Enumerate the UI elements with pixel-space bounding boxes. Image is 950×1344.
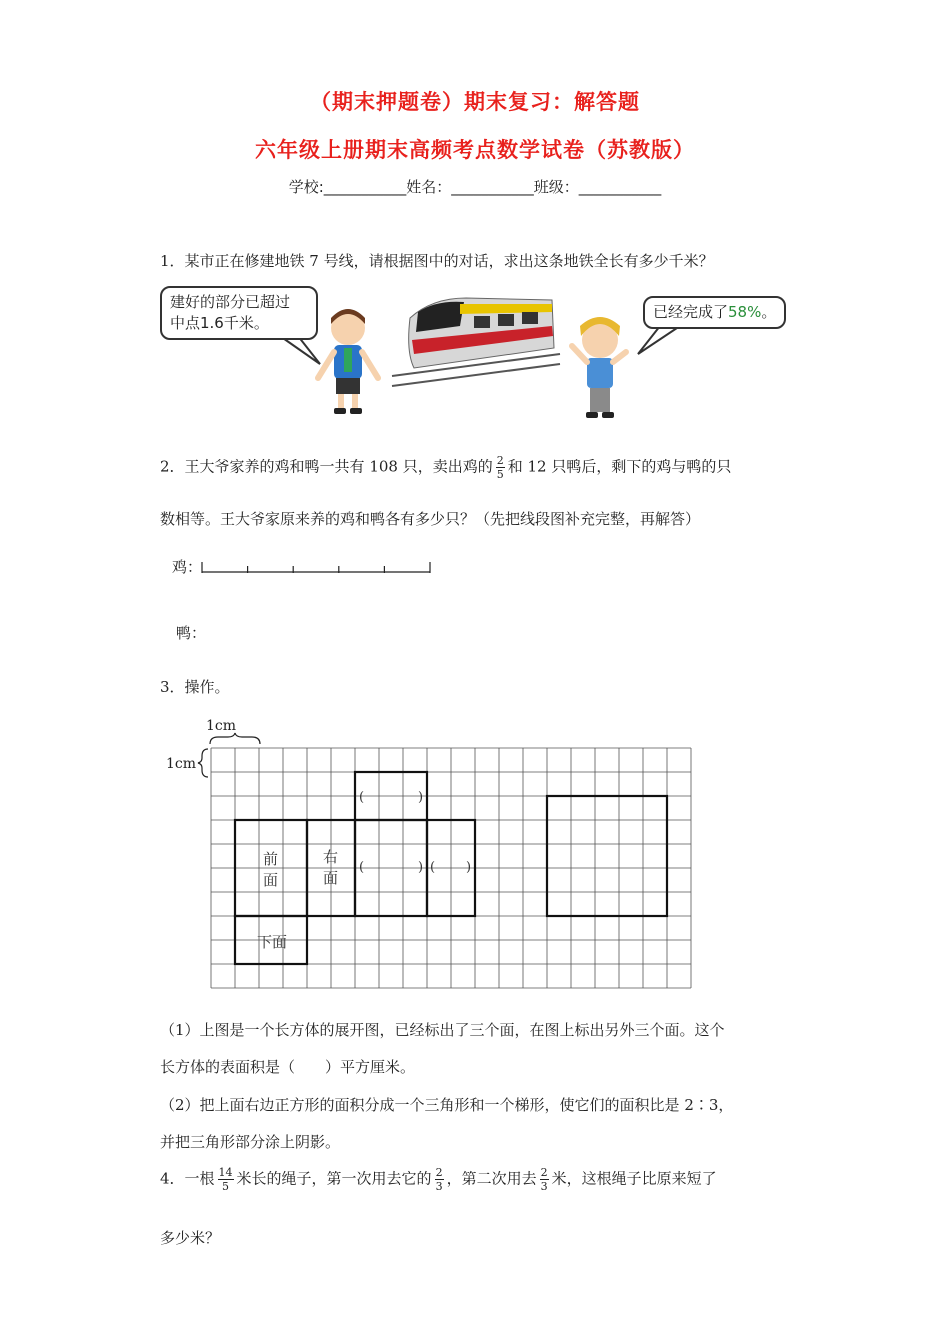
question-4-line2: 多少米？ <box>160 1229 221 1247</box>
boy-left-figure <box>318 309 378 414</box>
q4-text-a: 4．一根 <box>160 1169 215 1188</box>
top-paren-open: ( <box>359 790 365 805</box>
fraction-numerator: 2 <box>540 1166 548 1179</box>
question-2-line2: 数相等。王大爷家原来养的鸡和鸭各有多少只？（先把线段图补充完整，再解答） <box>160 510 701 528</box>
front-face-label-1: 前 <box>263 850 279 868</box>
right-face-label-1: 右 <box>323 848 339 866</box>
front-face-label-2: 面 <box>263 871 279 889</box>
q4-text-b: 米长的绳子，第一次用去它的 <box>236 1169 432 1188</box>
fraction-2-5 <box>496 454 505 481</box>
fraction-denominator: 3 <box>540 1180 548 1193</box>
name-blank[interactable]: ___________ <box>451 178 534 196</box>
right-speech-bubble <box>643 296 786 329</box>
name-label: 姓名： <box>406 178 452 196</box>
right-bubble-percent: 58% <box>728 303 762 321</box>
top-paren-close: ) <box>418 790 424 805</box>
exam-title: （期末押题卷）期末复习：解答题 <box>310 90 640 114</box>
bottom-face-label: 下面 <box>257 933 288 951</box>
left-bubble-tail <box>280 336 320 364</box>
chicken-label: 鸡： <box>172 558 203 576</box>
fraction-numerator: 2 <box>435 1166 443 1179</box>
question-2-line1 <box>160 454 731 481</box>
fraction-2-3-second <box>540 1166 549 1193</box>
train-image <box>392 298 560 386</box>
q2-text-b: 和 12 只鸭后，剩下的鸡与鸭的只 <box>507 457 732 476</box>
right-square[interactable] <box>547 796 667 916</box>
grid-lines <box>211 748 691 988</box>
side-paren-open: ( <box>430 860 436 875</box>
duck-label: 鸭： <box>176 624 207 642</box>
student-info-line <box>0 176 950 197</box>
question-3-part2-line2: 并把三角形部分涂上阴影。 <box>160 1133 341 1151</box>
class-label: 班级： <box>533 178 579 196</box>
q4-text-d: 米，这根绳子比原来短了 <box>551 1169 717 1188</box>
school-blank[interactable]: ___________ <box>323 178 407 196</box>
q2-text-a: 2．王大爷家养的鸡和鸭一共有 108 只，卖出鸡的 <box>160 457 493 476</box>
question-1-text: 1．某市正在修建地铁 7 号线，请根据图中的对话，求出这条地铁全长有多少千米？ <box>160 252 714 270</box>
chicken-segment-diagram[interactable] <box>198 560 438 576</box>
left-bubble-line2: 中点1.6千米。 <box>170 314 269 332</box>
fraction-denominator: 5 <box>496 468 504 481</box>
class-blank[interactable]: ___________ <box>578 178 662 196</box>
exam-subtitle: 六年级上册期末高频考点数学试卷（苏教版） <box>255 138 695 162</box>
school-label: 学校: <box>288 178 324 196</box>
cuboid-net-grid[interactable] <box>160 712 720 998</box>
right-bubble-prefix: 已经完成了 <box>653 303 729 321</box>
unit-top-label: 1cm <box>206 718 237 734</box>
side-paren-close: ) <box>466 860 472 875</box>
question-3-part1-line1: （1）上图是一个长方体的展开图，已经标出了三个面，在图上标出另外三个面。这个 <box>160 1021 725 1039</box>
boy-right-figure <box>572 317 626 418</box>
top-unit-brace <box>210 733 260 744</box>
question-3-part2-line1: （2）把上面右边正方形的面积分成一个三角形和一个梯形，使它们的面积比是 2∶3， <box>160 1096 734 1114</box>
right-bubble-tail <box>638 326 680 354</box>
left-bubble-line1: 建好的部分已超过 <box>170 293 291 311</box>
fraction-denominator: 3 <box>435 1180 443 1193</box>
middle-paren-open: ( <box>359 860 365 875</box>
unit-left-label: 1cm <box>166 756 197 772</box>
question-4-line1 <box>160 1166 717 1193</box>
middle-paren-close: ) <box>418 860 424 875</box>
fraction-2-3-first <box>435 1166 444 1193</box>
left-unit-brace <box>198 749 208 777</box>
fraction-14-5 <box>218 1166 234 1193</box>
right-bubble-suffix: 。 <box>761 303 777 321</box>
question-3-part1-line2: 长方体的表面积是（ ）平方厘米。 <box>160 1058 416 1076</box>
left-speech-bubble <box>160 286 318 340</box>
fraction-numerator: 14 <box>218 1166 233 1179</box>
fraction-denominator: 5 <box>222 1180 230 1193</box>
fraction-numerator: 2 <box>496 454 504 467</box>
right-face-label-2: 面 <box>323 869 339 887</box>
question-3-title: 3．操作。 <box>160 678 230 696</box>
q4-text-c: ，第二次用去 <box>446 1169 537 1188</box>
chicken-segment-ticks <box>202 562 430 573</box>
